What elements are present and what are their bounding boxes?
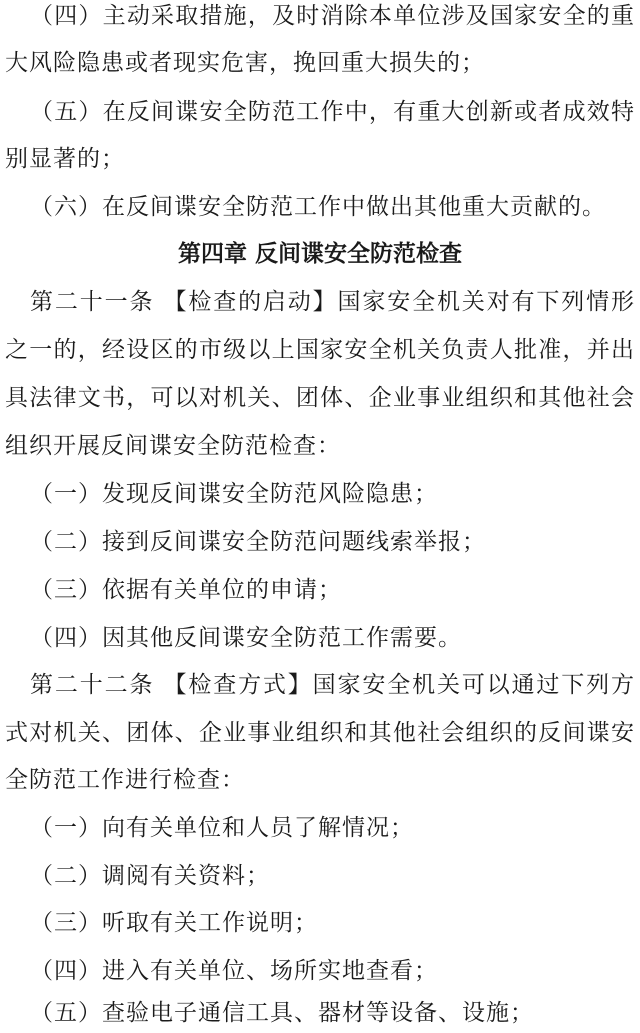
paragraph-line: （六）在反间谍安全防范工作中做出其他重大贡献的。 bbox=[30, 194, 606, 220]
list-item: （二）接到反间谍安全防范问题线索举报； bbox=[30, 529, 486, 555]
article-line: 之一的，经设区的市级以上国家安全机关负责人批准，并出 bbox=[5, 337, 635, 363]
chapter-heading: 第四章 反间谍安全防范检查 bbox=[177, 241, 462, 267]
article-line: 式对机关、团体、企业事业组织和其他社会组织的反间谍安 bbox=[5, 720, 635, 746]
list-item: （三）依据有关单位的申请； bbox=[30, 577, 342, 603]
paragraph-line: （五）在反间谍安全防范工作中，有重大创新或者成效特 bbox=[30, 99, 635, 125]
article-line: 全防范工作进行检查： bbox=[5, 767, 245, 793]
paragraph-line: 大风险隐患或者现实危害，挽回重大损失的； bbox=[5, 50, 485, 76]
paragraph-line: 别显著的； bbox=[5, 146, 125, 172]
list-item: （四）因其他反间谍安全防范工作需要。 bbox=[30, 625, 462, 651]
article-line: 具法律文书，可以对机关、团体、企业事业组织和其他社会 bbox=[5, 385, 635, 411]
article-line: 第二十二条 【检查方式】国家安全机关可以通过下列方 bbox=[30, 672, 635, 698]
paragraph-line: （四）主动采取措施，及时消除本单位涉及国家安全的重 bbox=[30, 3, 635, 29]
list-item: （四）进入有关单位、场所实地查看； bbox=[30, 958, 438, 984]
list-item: （五）查验电子通信工具、器材等设备、设施； bbox=[30, 1000, 534, 1026]
article-line: 组织开展反间谍安全防范检查： bbox=[5, 433, 341, 459]
list-item: （一）发现反间谍安全防范风险隐患； bbox=[30, 481, 438, 507]
list-item: （一）向有关单位和人员了解情况； bbox=[30, 815, 414, 841]
list-item: （三）听取有关工作说明； bbox=[30, 910, 318, 936]
list-item: （二）调阅有关资料； bbox=[30, 863, 270, 889]
article-line: 第二十一条 【检查的启动】国家安全机关对有下列情形 bbox=[30, 289, 635, 315]
